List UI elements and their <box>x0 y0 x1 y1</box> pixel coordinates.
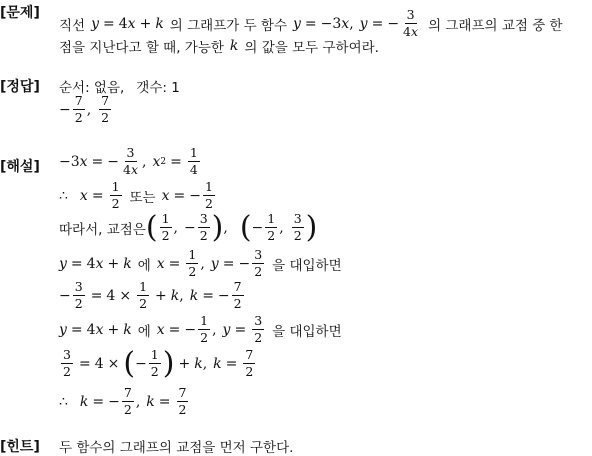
hint-line: 두 함수의 그래프의 교점을 먼저 구한다. <box>59 440 294 456</box>
solution-line-3: 따라서, 교점은 ( $\frac{1}{2}$ , − $\frac{3}{2}$ ) , ( − $\frac{1}{2}$ , $\frac{3}{2}$ ) <box>59 209 318 245</box>
solution-line-6: y = 4 x + k 에 x = − $\frac{1}{2}$ , y = $\frac{3}{2}$ 을 대입하면 <box>59 313 342 345</box>
solution-line-1: −3 x = − $\frac{3}{4x}$ , x 2 = $\frac{1}{4}$ <box>59 145 198 177</box>
solution-line-5: − $\frac{3}{2}$ = 4 × $\frac{1}{2}$ + k , k = − $\frac{7}{2}$ <box>59 279 242 311</box>
answer-values: − $\frac{7}{2}$ , $\frac{7}{2}$ <box>59 93 110 125</box>
hint-label: [힌트] <box>0 439 40 455</box>
solution-label: [해설] <box>0 159 40 175</box>
problem-label: [문제] <box>0 5 40 21</box>
solution-line-7: $\frac{3}{2}$ = 4 × ( − $\frac{1}{2}$ ) + k , k = $\frac{7}{2}$ <box>63 345 254 381</box>
solution-line-2: ∴ x = $\frac{1}{2}$ 또는 x = − $\frac{1}{2}$ <box>59 179 213 211</box>
solution-line-4: y = 4 x + k 에 x = $\frac{1}{2}$ , y = − $\frac{3}{2}$ 을 대입하면 <box>59 247 342 279</box>
answer-label: [정답] <box>0 79 40 95</box>
problem-line-2: 점을 지난다고 할 때, 가능한 k 의 값을 모두 구하여라. <box>59 38 379 56</box>
answer-meta: 순서: 없음, 갯수: 1 <box>59 80 180 96</box>
solution-line-8: ∴ k = − $\frac{7}{2}$ , k = $\frac{7}{2}$ <box>59 385 187 417</box>
problem-line-1: 직선 y = 4 x + k 의 그래프가 두 함수 y = −3 x , y = − $\frac{3}{4x}$ 의 그래프의 교점 중 한 <box>59 7 563 39</box>
